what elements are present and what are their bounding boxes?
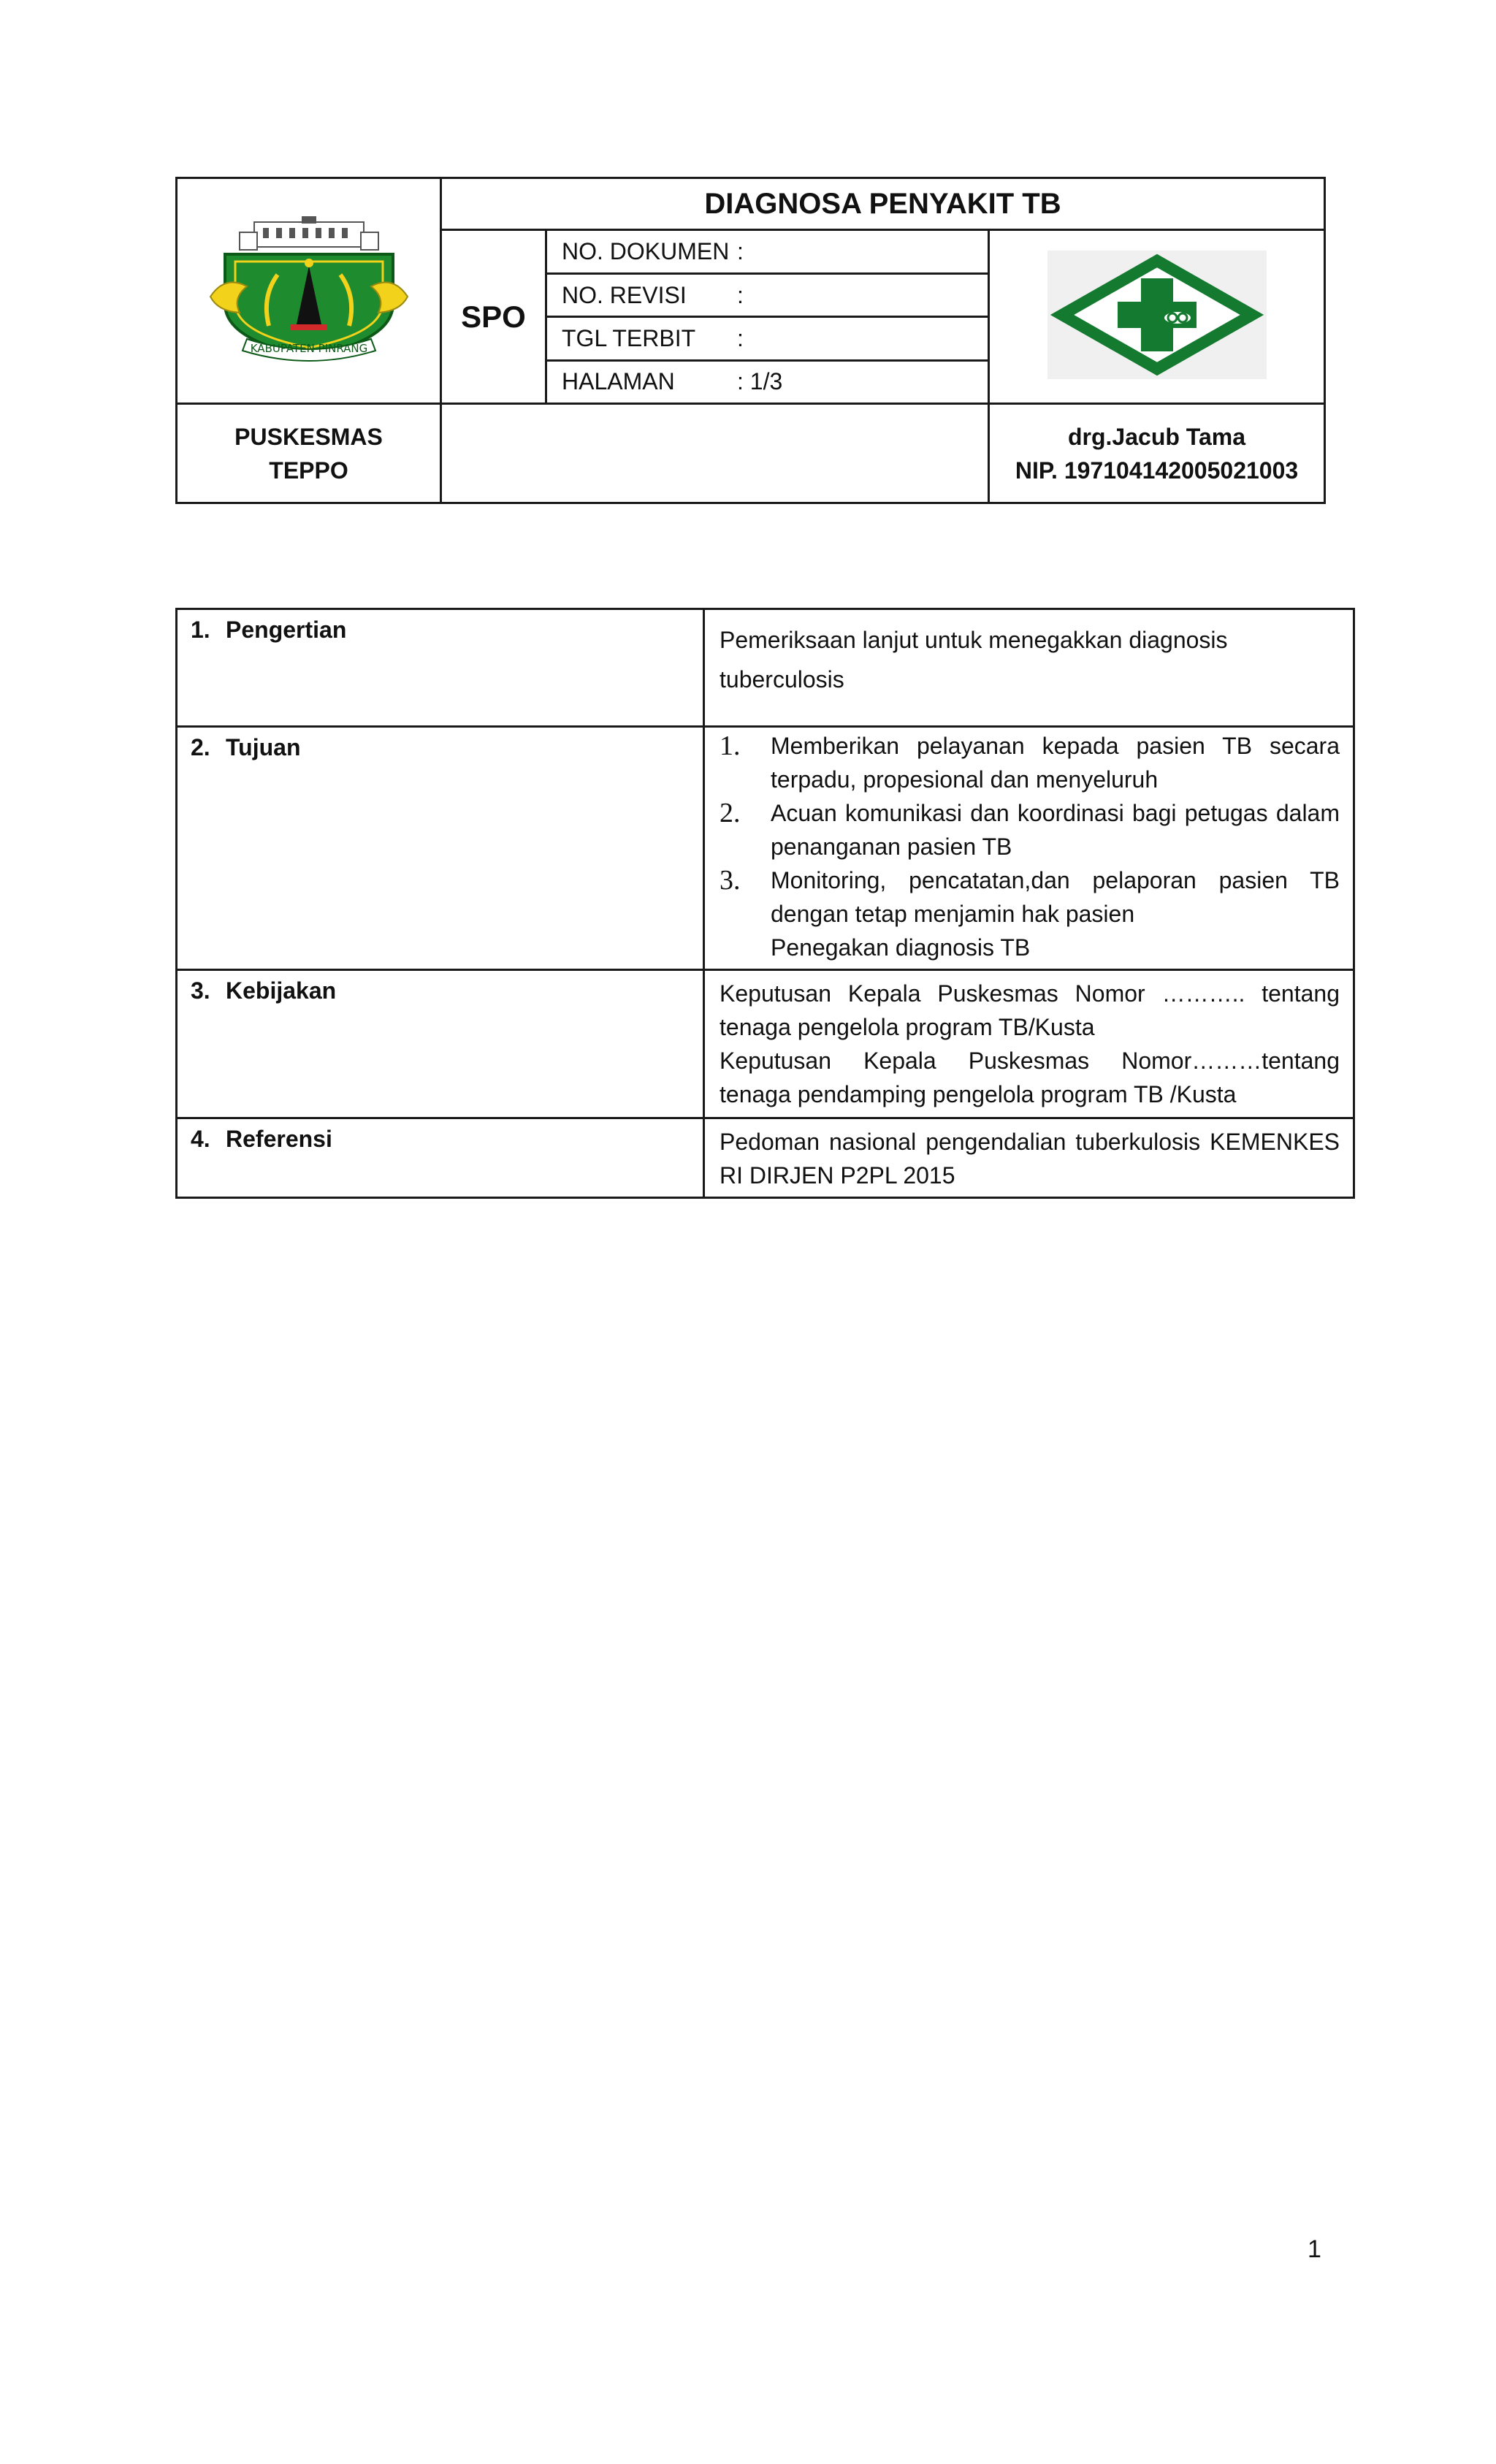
section-pengertian: 1. Pengertian Pemeriksaan lanjut untuk menegakkan diagnosis tuberculosis — [177, 609, 1354, 727]
kebijakan-line-1: Keputusan Kepala Puskesmas Nomor ……….. tentang tenaga pengelola program TB/Kusta — [720, 980, 1340, 1040]
tujuan-extra: Penegakan diagnosis TB — [771, 934, 1031, 961]
section-title: Kebijakan — [226, 977, 337, 1004]
meta-tgl-terbit: TGL TERBIT : — [546, 317, 989, 360]
referensi-text: Pedoman nasional pengendalian tuberkulosis KEMENKES RI DIRJEN P2PL 2015 — [720, 1129, 1340, 1189]
list-item: 3. Monitoring, pencatatan,dan pelaporan pasien TB dengan tetap menjamin hak pasien — [720, 865, 1340, 927]
list-item: 2. Acuan komunikasi dan koordinasi bagi petugas dalam penanganan pasien TB — [720, 798, 1340, 860]
left-logo-cell — [177, 178, 441, 404]
section-tujuan: 2. Tujuan 1. Memberikan pelayanan kepada pasien TB secara terpadu, propesional dan menyeluruh 2. Acuan komunikasi dan koordinasi bagi petugas dalam penanganan pasien TB 3. Monitoring, pencatatan,dan pelaporan pasien TB dengan tetap menjamin hak pasien Penegakan diagnosis TB — [177, 727, 1354, 970]
spo-label: SPO — [441, 230, 546, 404]
signer-name: drg.Jacub Tama — [1067, 423, 1246, 450]
section-title: Pengertian — [226, 617, 347, 643]
content-table — [175, 608, 1355, 1199]
section-title: Referensi — [226, 1126, 332, 1152]
section-referensi: 4. Referensi Pedoman nasional pengendalian tuberkulosis KEMENKES RI DIRJEN P2PL 2015 — [177, 1118, 1354, 1198]
kabupaten-pinrang-emblem-icon — [196, 216, 422, 362]
header-table — [175, 177, 1326, 504]
tujuan-list — [720, 729, 1340, 931]
section-kebijakan: 3. Kebijakan Keputusan Kepala Puskesmas Nomor ……….. tentang tenaga pengelola program TB/Kusta Keputusan Kepala Puskesmas Nomor………tentang tenaga pendamping pengelola program TB /Kusta — [177, 970, 1354, 1118]
signer-nip: NIP. 197104142005021003 — [1015, 457, 1299, 484]
puskesmas-cross-icon — [1047, 251, 1267, 379]
meta-halaman: HALAMAN : 1/3 — [546, 360, 989, 403]
right-logo-cell — [989, 230, 1325, 404]
section-title: Tujuan — [226, 734, 301, 760]
document-title: DIAGNOSA PENYAKIT TB — [441, 178, 1325, 230]
signer-block — [989, 404, 1325, 503]
kebijakan-line-2: Keputusan Kepala Puskesmas Nomor………tentang tenaga pendamping pengelola program TB /Kusta — [720, 1048, 1340, 1107]
organization-name: PUSKESMAS TEPPO — [177, 404, 441, 503]
meta-no-dokumen: NO. DOKUMEN : — [546, 230, 989, 273]
meta-no-revisi: NO. REVISI : — [546, 273, 989, 316]
svg-text:KABUPATEN PINRANG: KABUPATEN PINRANG — [250, 341, 367, 355]
page-number: 1 — [1308, 2235, 1321, 2263]
list-item: 1. Memberikan pelayanan kepada pasien TB secara terpadu, propesional dan menyeluruh — [720, 731, 1340, 793]
pengertian-text: Pemeriksaan lanjut untuk menegakkan diagnosis tuberculosis — [720, 627, 1228, 693]
empty-footer-cell — [441, 404, 989, 503]
